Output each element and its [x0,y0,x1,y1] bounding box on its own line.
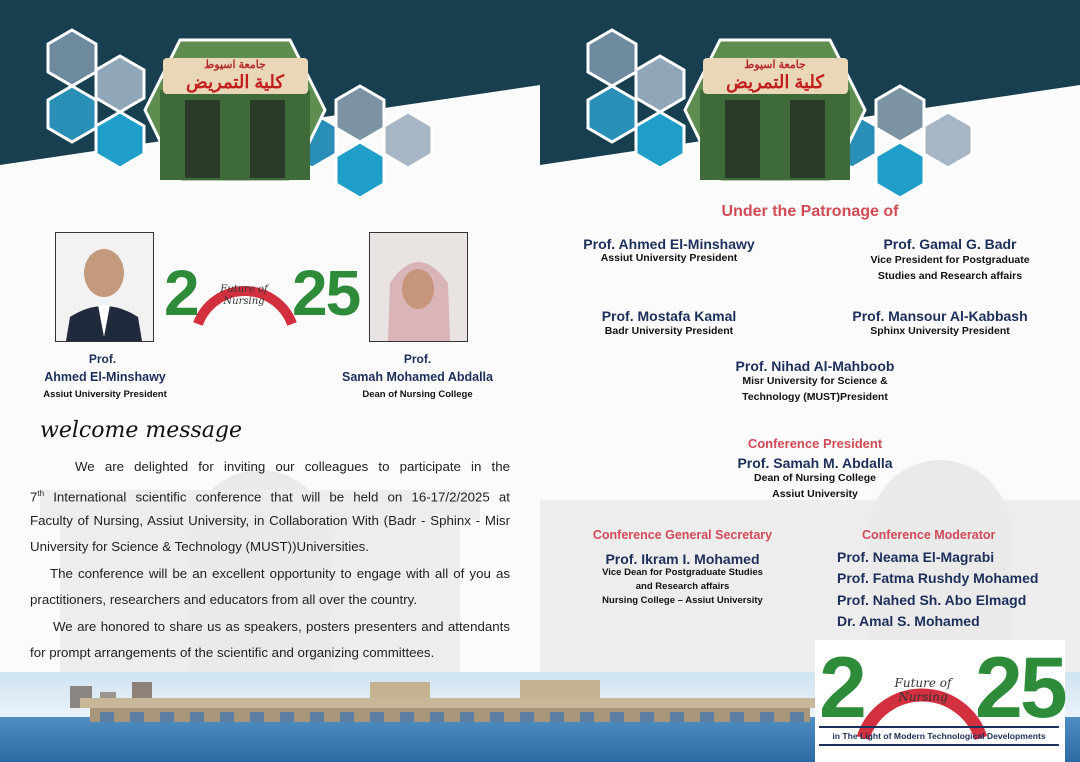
portrait-photo-president [55,232,154,342]
president-role-line2: Assiut University [772,488,858,500]
sign-university-right: جامعة اسيوط [744,59,806,71]
paragraph2-line2: practitioners, researchers and educators from all over the country. [30,592,418,607]
president-name: Prof. Samah M. Abdalla [737,455,893,471]
conference-logo-2025 [164,258,360,328]
patron4-name: Prof. Mansour Al-Kabbash [852,308,1028,324]
paragraph1-line3: Faculty of Nursing, Assiut University, in Collaboration With (Badr - Sphinx - Misr [30,513,510,528]
patron2-name: Prof. Gamal G. Badr [883,236,1017,252]
header-collage [0,0,540,200]
ordinal-number: 7 [30,489,38,505]
person2-name: Samah Mohamed Abdalla [342,370,493,384]
logo-tagline: in The Light of Modern Technological Developments [819,726,1059,746]
secretary-role-line3: Nursing College – Assiut University [602,595,763,606]
secretary-heading: Conference General Secretary [592,528,773,542]
sign-faculty-right: كلية التمريض [726,72,824,92]
person2-title: Prof. [403,352,432,366]
patronage-heading: Under the Patronage of [721,203,899,220]
paragraph3-line2: for prompt arrangements of the scientific and organizing committees. [30,645,435,660]
patron5-role-line1: Misr University for Science & [742,375,888,387]
logo-digits-25 [292,258,359,328]
paragraph1-line1: We are delighted for inviting our colleagues to participate in the [75,459,510,474]
moderator-heading: Conference Moderator [862,528,996,542]
portrait-photo-dean [369,232,468,342]
paragraph3-line1: We are honored to share us as speakers, posters presenters and attendants [53,619,510,634]
patron3-role: Badr University President [604,325,734,337]
logo-script: Future of Nursing [220,284,268,307]
paragraph1-line2 [30,481,510,511]
paragraph2-line1: The conference will be an excellent opportunity to engage with all of you as [50,566,510,581]
patron1-role: Assiut University President [600,252,738,264]
moderator-name-1: Prof. Neama El-Magrabi [837,549,995,565]
logo-digits-25-text: 25 [292,257,360,329]
moderator-name-3: Prof. Nahed Sh. Abo Elmagd [837,592,1027,608]
patron2-role-line2: Studies and Research affairs [877,270,1023,282]
moderator-name-4: Dr. Amal S. Mohamed [837,613,980,629]
person2-role: Dean of Nursing College [362,389,473,400]
secretary-role-line1: Vice Dean for Postgraduate Studies [602,567,763,578]
paragraph1-line2-text: International scientific conference that will be held on 16-17/2/2025 at [44,489,510,505]
patron2-role-line1: Vice President for Postgraduate [870,254,1030,266]
logo-digit-2: 2 [164,257,200,329]
welcome-heading: welcome message [40,418,243,443]
patron5-role-line2: Technology (MUST)President [742,391,888,403]
conference-logo-2025-large [815,640,1065,762]
logo-large-digits-25: 25 [975,640,1065,736]
moderator-name-2: Prof. Fatma Rushdy Mohamed [837,570,1039,586]
header-collage-right [540,0,1080,200]
person1-role: Assiut University President [43,389,167,400]
president-role-line1: Dean of Nursing College [754,472,876,484]
patron3-name: Prof. Mostafa Kamal [601,308,737,324]
patron4-role: Sphinx University President [870,325,1010,337]
sign-faculty: كلية التمريض [186,72,284,92]
ordinal-suffix: th [37,489,45,498]
paragraph1-line4: University for Science & Technology (MUST))Universities. [30,539,369,554]
secretary-role-line2: and Research affairs [635,581,730,592]
person1-title: Prof. [88,352,117,366]
patron1-name: Prof. Ahmed El-Minshawy [583,236,755,252]
logo-large-digit-2: 2 [819,640,867,736]
sign-university: جامعة اسيوط [204,59,266,71]
person1-name: Ahmed El-Minshawy [44,370,166,384]
secretary-name: Prof. Ikram I. Mohamed [605,551,760,567]
president-heading: Conference President [747,436,883,451]
patron5-name: Prof. Nihad Al-Mahboob [735,358,895,374]
logo-large-script: Future of Nursing [894,676,952,704]
